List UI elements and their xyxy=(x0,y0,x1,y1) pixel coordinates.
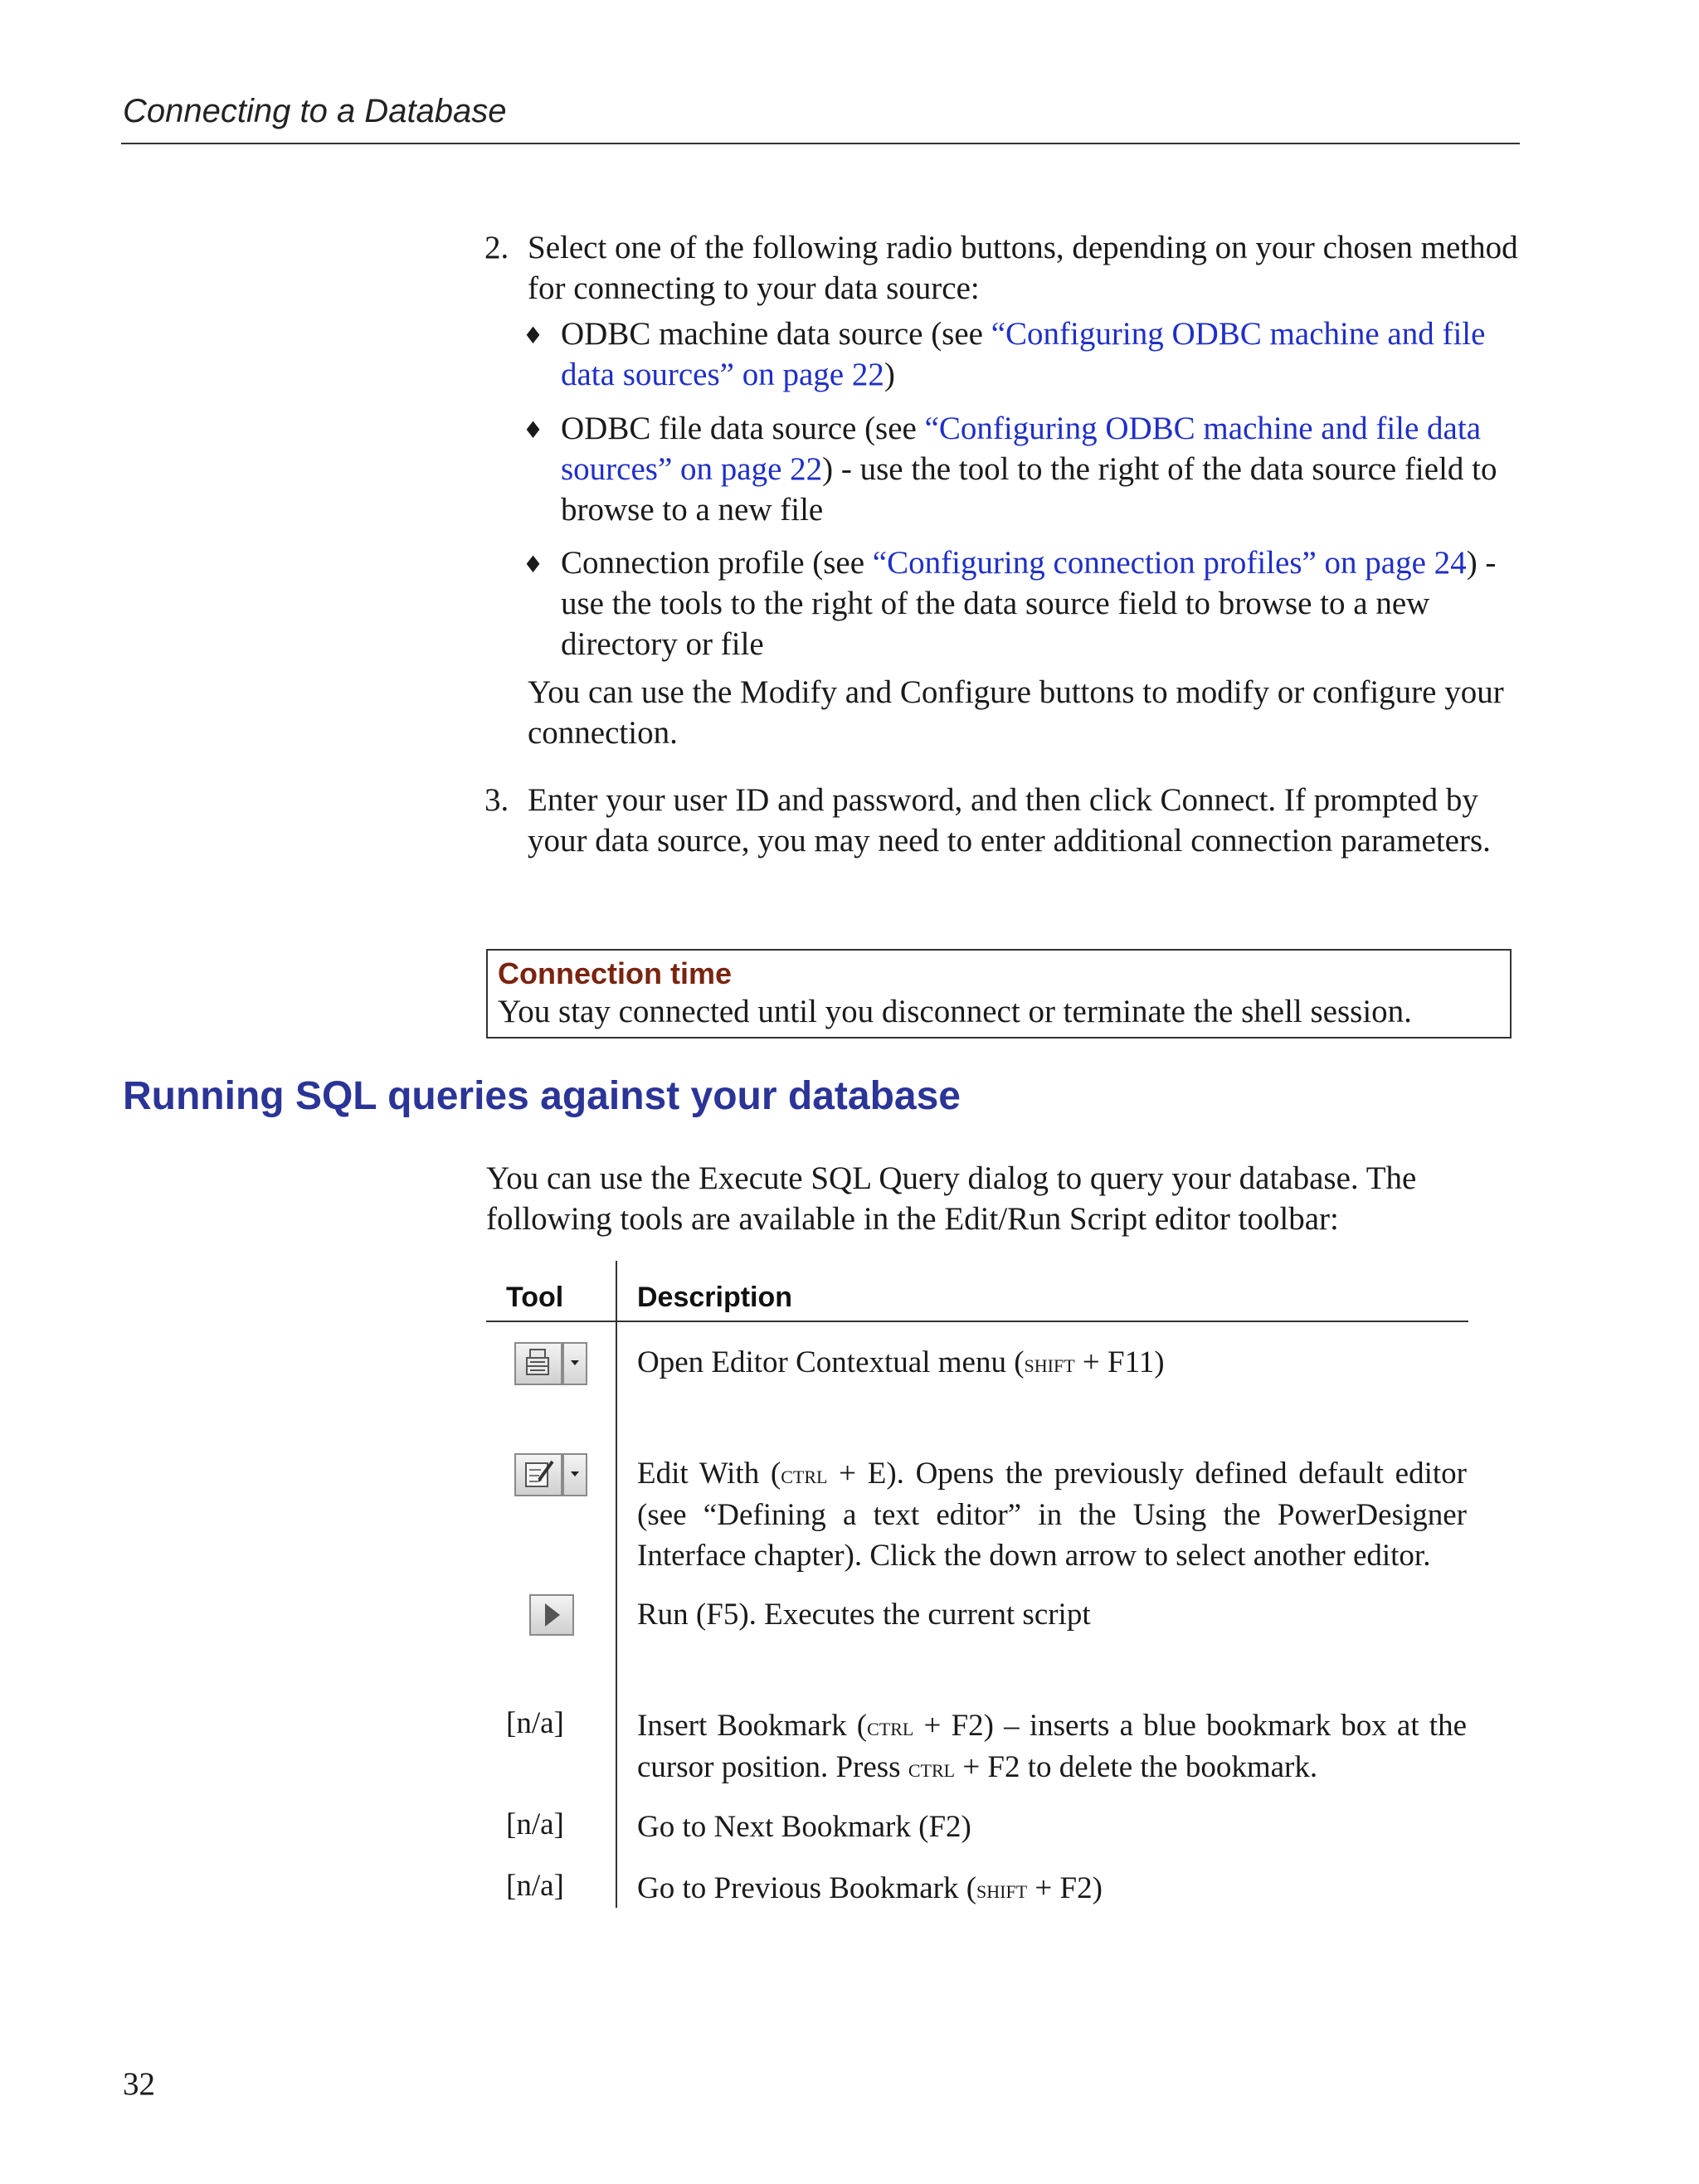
note-title: Connection time xyxy=(498,956,733,990)
bullet-text: ) xyxy=(884,357,895,392)
bullet-odbc-file xyxy=(523,408,1521,530)
row-description: + F2) – inserts a blue bookmark box at the cursor position. Press xyxy=(637,1709,1467,1784)
row-description: Edit With ( xyxy=(637,1457,781,1491)
modify-configure-paragraph: You can use the Modify and Configure buttons to modify or configure your connection. xyxy=(528,674,1504,751)
bullet-odbc-machine xyxy=(523,314,1521,395)
table-header-description: Description xyxy=(637,1282,793,1313)
diamond-bullet-icon: ♦ xyxy=(523,551,544,578)
tool-na: [n/a] xyxy=(506,1869,564,1903)
tool-na: [n/a] xyxy=(506,1807,564,1841)
table-header-rule xyxy=(486,1321,1468,1322)
bullet-text: ) - use the tool to the right of the data source field to browse to a new file xyxy=(561,451,1497,528)
chevron-down-icon xyxy=(564,1344,586,1384)
row-description: Insert Bookmark ( xyxy=(637,1709,868,1743)
note-box xyxy=(486,949,1512,1038)
diamond-bullet-icon: ♦ xyxy=(523,416,544,444)
bullet-text: ODBC file data source (see xyxy=(561,411,925,446)
key-name: ctrl xyxy=(867,1711,914,1741)
row-description: Go to Previous Bookmark ( xyxy=(637,1871,977,1905)
step-text: Enter your user ID and password, and then click Connect. If prompted by your data source, you may need to enter additional connection parameters. xyxy=(528,782,1491,859)
editor-contextual-menu-icon[interactable] xyxy=(514,1342,589,1385)
chevron-down-icon xyxy=(564,1455,586,1495)
row-description: + F11) xyxy=(1074,1345,1165,1379)
step-2 xyxy=(484,227,1521,309)
note-body: You stay connected until you disconnect or terminate the shell session. xyxy=(498,994,1412,1029)
step-text: Select one of the following radio buttons, depending on your chosen method for connecting to your data source: xyxy=(528,230,1518,306)
step-number: 2. xyxy=(484,230,509,265)
key-name: shift xyxy=(1024,1348,1075,1378)
table-header-tool: Tool xyxy=(506,1282,564,1313)
bullet-text: ODBC machine data source (see xyxy=(561,316,991,352)
key-name: ctrl xyxy=(908,1753,956,1783)
edit-with-icon[interactable] xyxy=(514,1453,589,1496)
table-column-divider xyxy=(616,1261,617,1908)
step-number: 3. xyxy=(484,782,509,818)
section-heading: Running SQL queries against your database xyxy=(123,1074,961,1118)
step-3 xyxy=(484,780,1521,861)
header-rule xyxy=(121,143,1520,144)
row-description: Run (F5). Executes the current script xyxy=(637,1598,1091,1632)
page-number: 32 xyxy=(123,2066,155,2102)
bullet-text: ) - use the tools to the right of the data source field to browse to a new directory or file xyxy=(561,545,1497,662)
row-description: Open Editor Contextual menu ( xyxy=(637,1345,1025,1379)
row-description: + E). Opens the previously defined default editor (see “Defining a text editor” in the Using the PowerDesigner Interface chapter). Click the down arrow to select another editor. xyxy=(637,1457,1467,1573)
bullet-connection-profile xyxy=(523,542,1521,664)
row-description: + F2) xyxy=(1027,1871,1103,1905)
tool-na: [n/a] xyxy=(506,1706,564,1740)
row-description: + F2 to delete the bookmark. xyxy=(955,1750,1318,1784)
cross-reference-link[interactable]: “Configuring ODBC machine and file data sources” on page 22 xyxy=(561,316,1486,392)
running-header: Connecting to a Database xyxy=(123,93,507,129)
cross-reference-link[interactable]: “Configuring connection profiles” on page 24 xyxy=(872,545,1467,581)
run-icon[interactable] xyxy=(529,1594,574,1636)
diamond-bullet-icon: ♦ xyxy=(523,322,544,349)
cross-reference-link[interactable]: “Configuring ODBC machine and file data sources” on page 22 xyxy=(561,411,1482,487)
section-intro: You can use the Execute SQL Query dialog to query your database. The following tools are available in the Edit/Run Script editor toolbar: xyxy=(486,1160,1417,1237)
bullet-text: Connection profile (see xyxy=(561,545,873,581)
key-name: ctrl xyxy=(781,1459,828,1489)
row-description: Go to Next Bookmark (F2) xyxy=(637,1810,971,1844)
key-name: shift xyxy=(976,1874,1028,1904)
